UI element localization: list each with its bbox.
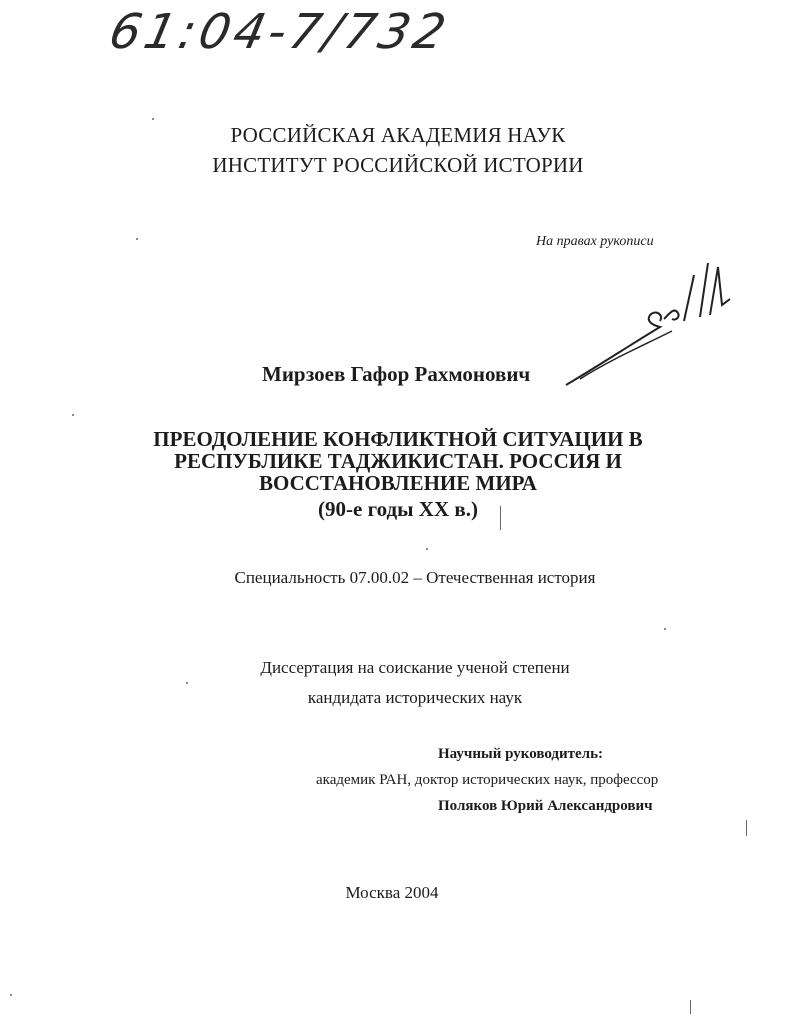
scan-speck	[152, 118, 154, 120]
scan-speck	[664, 628, 666, 630]
handwritten-archive-number: 61:04-7/732	[104, 4, 455, 60]
scan-speck	[186, 682, 188, 684]
scan-speck	[426, 548, 428, 550]
academy-name: РОССИЙСКАЯ АКАДЕМИЯ НАУК	[230, 123, 566, 147]
title-line: РЕСПУБЛИКЕ ТАДЖИКИСТАН. РОССИЯ И	[174, 449, 622, 473]
city-year: Москва 2004	[345, 883, 439, 902]
scan-speck	[136, 238, 138, 240]
scan-mark	[500, 506, 501, 530]
title-line: ВОССТАНОВЛЕНИЕ МИРА	[259, 471, 537, 495]
rights-note: На правах рукописи	[536, 234, 654, 249]
scan-speck	[72, 414, 74, 416]
institute-name: ИНСТИТУТ РОССИЙСКОЙ ИСТОРИИ	[212, 153, 584, 177]
scan-mark	[746, 820, 747, 836]
signature-icon	[560, 255, 740, 395]
title-period: (90-е годы XX в.)	[318, 497, 478, 521]
title-line: ПРЕОДОЛЕНИЕ КОНФЛИКТНОЙ СИТУАЦИИ В	[153, 427, 643, 451]
degree-line-1: Диссертация на соискание ученой степени	[260, 658, 570, 677]
supervisor-label: Научный руководитель:	[438, 746, 603, 762]
degree-line-2: кандидата исторических наук	[307, 688, 523, 707]
author-name: Мирзоев Гафор Рахмонович	[262, 362, 531, 386]
scan-mark	[690, 1000, 691, 1014]
supervisor-name: Поляков Юрий Александрович	[438, 798, 653, 814]
scan-speck	[10, 994, 12, 996]
specialty: Специальность 07.00.02 – Отечественная история	[234, 568, 596, 587]
dissertation-title	[80, 428, 716, 494]
supervisor-degree: академик РАН, доктор исторических наук, профессор	[316, 772, 659, 788]
